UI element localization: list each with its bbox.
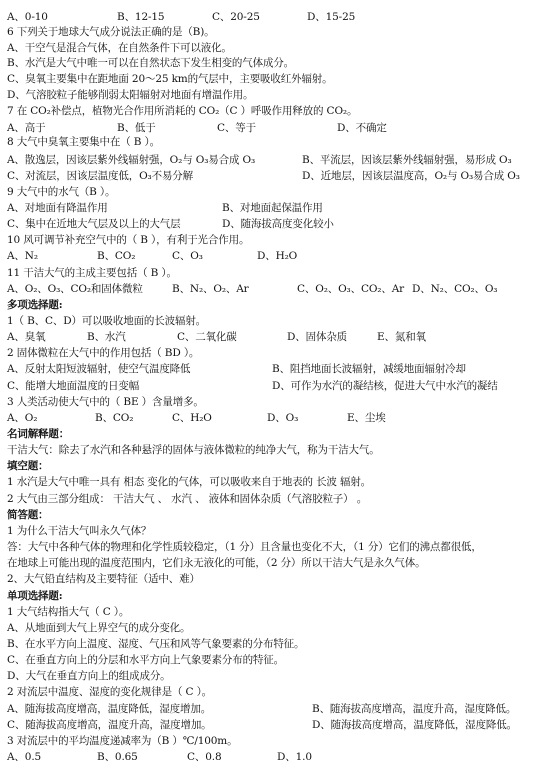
option-text: C、集中在近地大气层及以上的大气层 xyxy=(7,218,181,230)
option-text: D、H₂O xyxy=(257,250,298,262)
line-text: A、干空气是混合气体，在自然条件下可以液化。 xyxy=(7,42,232,54)
line-text: 多项选择题: xyxy=(7,299,63,311)
option-text: C、二氧化碳 xyxy=(177,331,237,343)
option-text: C、H₂O xyxy=(172,412,212,424)
option-text: D、不确定 xyxy=(337,122,387,134)
option-text: A、随海拔高度增高，温度降低，湿度增加。 xyxy=(7,703,212,715)
line-text: 2 对流层中温度、湿度的变化规律是（ C ）。 xyxy=(7,686,213,698)
line-text: 11 干洁大气的主成主要包括（ B ）。 xyxy=(7,267,177,279)
option-text: B、平流层，因该层紫外线辐射强，易形成 O₃ xyxy=(302,154,512,166)
line-text: A、从地面到大气上界空气的成分变化。 xyxy=(7,622,191,634)
option-text: A、反射太阳短波辐射，使空气温度降低 xyxy=(7,363,191,375)
option-text: B、0.65 xyxy=(97,751,138,763)
option-text: D、1.0 xyxy=(277,751,312,763)
option-text: A、散逸层，因该层紫外线辐射强，O₂与 O₃易合成 O₃ xyxy=(7,154,256,166)
line-text: 填空题： xyxy=(7,460,49,472)
line-text: B、在水平方向上温度、湿度、气压和风等气象要素的分布特征。 xyxy=(7,638,305,650)
line-text: B、水汽是大气中唯一可以在自然状态下发生相变的气体成分。 xyxy=(7,57,295,69)
line-text: D、气溶胶粒子能够削弱太阳辐射对地面有增温作用。 xyxy=(7,89,254,101)
option-text: C、能增大地面温度的日变幅 xyxy=(7,380,140,392)
option-text: A、对地面有降温作用 xyxy=(7,202,108,214)
option-text: D、N₂、CO₂、O₃ xyxy=(412,283,498,295)
option-text: B、N₂、O₂、Ar xyxy=(172,283,249,295)
option-text: D、可作为水汽的凝结核，促进大气中水汽的凝结 xyxy=(272,380,498,392)
option-text: D、随海拔高度增高，温度降低，湿度降低。 xyxy=(312,719,517,731)
option-text: E、氮和氧 xyxy=(377,331,426,343)
line-text: 2、大气铅直结构及主要特征（适中、难） xyxy=(7,573,200,585)
line-text: 8 大气中臭氧主要集中在（ B ）。 xyxy=(7,136,160,148)
line-text: 2 大气由三部分组成： 干洁大气 、 水汽 、 液体和固体杂质（气溶胶粒子） 。 xyxy=(7,493,368,505)
line-text: D、大气在垂直方向上的组成成分。 xyxy=(7,670,171,682)
line-text: C、在垂直方向上的分层和水平方向上气象要素分布的特征。 xyxy=(7,654,284,666)
option-text: B、CO₂ xyxy=(95,412,134,424)
option-text: C、对流层，因该层温度低，O₃不易分解 xyxy=(7,170,194,182)
option-text: C、20-25 xyxy=(212,11,260,23)
option-text: D、15-25 xyxy=(307,11,356,23)
line-text: 1 大气结构指大气（ C ）。 xyxy=(7,606,130,618)
option-text: C、O₃ xyxy=(172,250,203,262)
option-text: A、N₂ xyxy=(7,250,38,262)
option-text: A、高于 xyxy=(7,122,46,134)
option-text: B、随海拔高度增高，温度升高，湿度降低。 xyxy=(312,703,517,715)
line-text: 在地球上可能出现的温度范围内，它们永无液化的可能，（2 分）所以干洁大气是永久气体。 xyxy=(7,557,426,569)
option-text: A、O₂、O₃、CO₂和固体微粒 xyxy=(7,283,143,295)
line-text: 1（ B、C、D）可以吸收地面的长波辐射。 xyxy=(7,315,207,327)
option-text: C、0.8 xyxy=(187,751,222,763)
line-text: 简答题： xyxy=(7,509,49,521)
line-text: 1 为什么干洁大气叫永久气体？ xyxy=(7,525,152,537)
option-text: B、对地面起保温作用 xyxy=(222,202,323,214)
line-text: 3 人类活动使大气中的（ BE ）含量增多。 xyxy=(7,396,204,408)
line-text: 9 大气中的水气（B ）。 xyxy=(7,186,116,198)
option-text: E、尘埃 xyxy=(347,412,386,424)
option-text: D、固体杂质 xyxy=(287,331,348,343)
line-text: C、臭氧主要集中在距地面 20～25 km的气层中，主要吸收红外辐射。 xyxy=(7,73,333,85)
line-text: 1 水汽是大气中唯一具有 相态 变化的气体，可以吸收来自于地表的 长波 辐射。 xyxy=(7,476,372,488)
option-text: C、随海拔高度增高，温度升高，湿度增加。 xyxy=(7,719,212,731)
option-text: D、随海拔高度变化较小 xyxy=(222,218,334,230)
line-text: 干洁大气：除去了水汽和各种悬浮的固体与液体微粒的纯净大气，称为干洁大气。 xyxy=(7,444,380,456)
option-text: A、臭氧 xyxy=(7,331,46,343)
option-text: A、O₂ xyxy=(7,412,38,424)
line-text: 2 固体微粒在大气中的作用包括（ BD ）。 xyxy=(7,347,200,359)
option-text: A、0-10 xyxy=(7,11,48,23)
option-text: D、O₃ xyxy=(267,412,299,424)
line-text: 单项选择题: xyxy=(7,590,63,602)
line-text: 名词解释题： xyxy=(7,428,70,440)
option-text: B、低于 xyxy=(117,122,156,134)
option-text: A、0.5 xyxy=(7,751,42,763)
option-text: B、阻挡地面长波辐射，减缓地面辐射冷却 xyxy=(272,363,466,375)
option-text: C、O₂、O₃、CO₂、Ar xyxy=(297,283,405,295)
line-text: 答：大气中各种气体的物理和化学性质较稳定，（1 分）且含量也变化不大，（1 分）它们的沸点都很低， xyxy=(7,541,482,553)
option-text: C、等于 xyxy=(217,122,256,134)
line-text: 10 风可调节补充空气中的（ B ），有利于光合作用。 xyxy=(7,234,250,246)
line-text: 3 对流层中的平均温度递减率为（B ）℃/100m。 xyxy=(7,735,238,747)
line-text: 6 下列关于地球大气成分说法正确的是（B)。 xyxy=(7,26,215,38)
option-text: D、近地层，因该层温度高，O₂与 O₃易合成 O₃ xyxy=(302,170,520,182)
option-text: B、12-15 xyxy=(117,11,165,23)
line-text: 7 在 CO₂补偿点，植物光合作用所消耗的 CO₂（C ）呼吸作用释放的 CO₂。 xyxy=(7,105,358,117)
option-text: B、CO₂ xyxy=(97,250,136,262)
option-text: B、水汽 xyxy=(87,331,126,343)
